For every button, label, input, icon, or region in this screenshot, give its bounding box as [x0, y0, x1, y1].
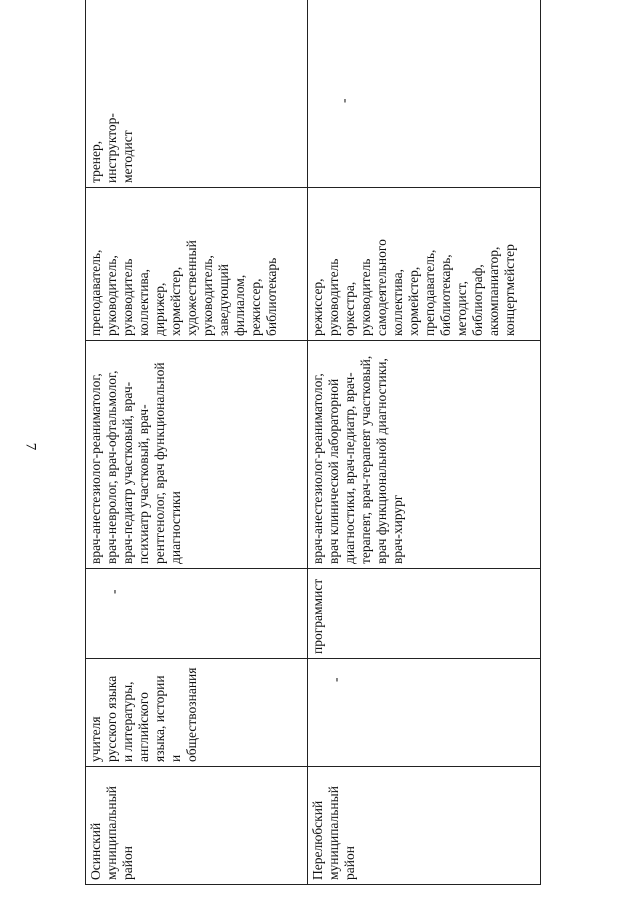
sport-text: тренер, инструктор- методист: [88, 113, 135, 183]
table-row: [86, 0, 308, 885]
it-cell: [308, 569, 541, 659]
district-name: Перелюбский муниципальный район: [310, 786, 357, 880]
district-cell: [86, 767, 308, 885]
teachers-cell: [308, 659, 541, 767]
culture-text: преподаватель, руководитель, руководитель коллектива, дирижер, хормейстер, художественный руководитель, заведующий филиалом, режиссер, библиотекарь: [88, 240, 279, 336]
medical-cell: [86, 341, 308, 569]
culture-cell: [308, 188, 541, 341]
table-row: [308, 0, 541, 885]
teachers-text: учителя русского языка и литературы, английского языка, истории и обществознания: [88, 667, 199, 762]
it-text: -: [106, 589, 121, 594]
medical-text: врач-анестезиолог-реаниматолог, врач клинической лабораторной диагностики, врач-педиатр, врач- терапевт, врач-терапевт участковый, врач функциональной диагностики, врач-хирург: [310, 355, 405, 564]
district-cell: [308, 767, 541, 885]
culture-cell: [86, 188, 308, 341]
specialists-table: [85, 0, 541, 885]
sport-text: -: [336, 98, 351, 103]
rotated-table-container: [85, 0, 540, 885]
page-number: 7: [22, 442, 39, 451]
medical-text: врач-анестезиолог-реаниматолог, врач-невролог, врач-офтальмолог, врач-педиатр участковый, врач- психиатр участковый, врач- рентгенолог, врач функциональной диагностики: [88, 362, 183, 564]
sport-cell: [86, 0, 308, 188]
district-name: Осинский муниципальный район: [88, 786, 135, 880]
teachers-cell: [86, 659, 308, 767]
teachers-text: -: [328, 677, 343, 682]
it-cell: [86, 569, 308, 659]
sport-cell: [308, 0, 541, 188]
it-text: программист: [310, 578, 325, 654]
culture-text: режиссер, руководитель оркестра, руководитель самодеятельного коллектива, хормейстер, преподаватель, библиотекарь, методист, библиограф, аккомпаниатор, концертмейстер: [310, 239, 517, 336]
medical-cell: [308, 341, 541, 569]
